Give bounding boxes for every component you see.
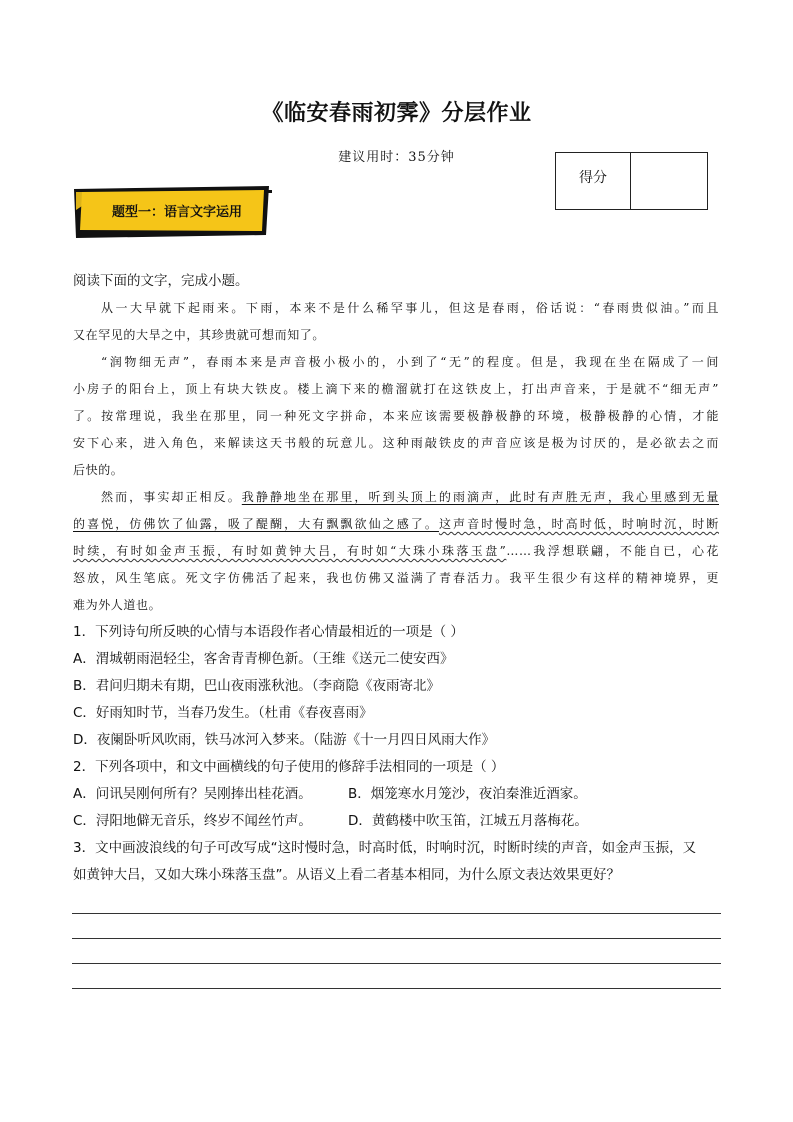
passage-line bbox=[73, 511, 719, 538]
underlined-sentence: 我静静地坐在那里，听到头顶上的雨滴声，此时有声胜无声，我心里感到无量 bbox=[241, 490, 719, 504]
question-2-option-d[interactable]: D．黄鹤楼中吹玉笛，江城五月落梅花。 bbox=[348, 813, 588, 829]
passage-line bbox=[73, 484, 719, 511]
section-banner bbox=[72, 186, 272, 238]
passage-line: “润物细无声”，春雨本来是声音极小极小的，小到了“无”的程度。但是，我现在坐在隔成了一间 bbox=[101, 355, 719, 369]
passage-text: ……我浮想联翩，不能自已，心花 bbox=[506, 544, 719, 558]
passage-line: 怒放，风生笔底。死文字仿佛活了起来，我也仿佛又溢满了青春活力。我平生很少有这样的精神境界，更 bbox=[73, 571, 719, 585]
question-2-options-row bbox=[73, 781, 719, 808]
score-box bbox=[555, 152, 708, 210]
question-2-options-row bbox=[73, 808, 719, 835]
question-1-option-b[interactable]: B．君问归期未有期，巴山夜雨涨秋池。（李商隐《夜雨寄北》 bbox=[73, 678, 441, 694]
answer-line[interactable] bbox=[72, 914, 721, 939]
section-banner-label: 题型一：语言文字运用 bbox=[112, 205, 243, 220]
suggested-time: 建议用时：35分钟 bbox=[338, 150, 455, 165]
passage-line: 小房子的阳台上，顶上有块大铁皮。楼上滴下来的檐溜就打在这铁皮上，打出声音来，于是就不“细无声” bbox=[73, 382, 719, 396]
question-1-option-c[interactable]: C．好雨知时节，当春乃发生。（杜甫《春夜喜雨》 bbox=[73, 705, 373, 721]
wavy-underlined-sentence: 这声音时慢时急，时高时低，时响时沉，时断 bbox=[438, 517, 719, 531]
answer-line[interactable] bbox=[72, 964, 721, 989]
score-value-field[interactable] bbox=[631, 153, 707, 209]
answer-area[interactable] bbox=[72, 911, 721, 989]
question-3-stem: 3．文中画波浪线的句子可改写成“这时慢时急，时高时低，时响时沉，时断时续的声音，如金声玉振，又 bbox=[73, 840, 697, 856]
question-1-stem: 1．下列诗句所反映的心情与本语段作者心情最相近的一项是（ ） bbox=[73, 624, 464, 640]
passage-line: 难为外人道也。 bbox=[73, 598, 162, 612]
question-2-stem: 2．下列各项中，和文中画横线的句子使用的修辞手法相同的一项是（ ） bbox=[73, 759, 505, 775]
passage-line bbox=[73, 538, 719, 565]
question-3-stem: 如黄钟大吕，又如大珠小珠落玉盘”。从语义上看二者基本相同，为什么原文表达效果更好？ bbox=[73, 867, 620, 883]
passage-line: 了。按常理说，我坐在那里，同一种死文字拼命，本来应该需要极静极静的环境，极静极静的心情，才能 bbox=[73, 409, 719, 423]
page-title: 《临安春雨初霁》分层作业 bbox=[261, 101, 532, 126]
passage-text: 然而，事实却正相反。 bbox=[101, 490, 242, 504]
question-2-option-a[interactable]: A．问讯吴刚何所有？吴刚捧出桂花酒。 bbox=[73, 786, 312, 802]
instruction-text: 阅读下面的文字，完成小题。 bbox=[73, 273, 249, 289]
question-2-option-c[interactable]: C．浔阳地僻无音乐，终岁不闻丝竹声。 bbox=[73, 813, 312, 829]
score-label: 得分 bbox=[556, 153, 631, 209]
underlined-sentence: 的喜悦，仿佛饮了仙露，吸了醍醐，大有飘飘欲仙之感了。 bbox=[73, 517, 439, 531]
main-content bbox=[73, 268, 719, 889]
passage-line: 又在罕见的大旱之中，其珍贵就可想而知了。 bbox=[73, 328, 326, 342]
passage-line: 从一大早就下起雨来。下雨，本来不是什么稀罕事儿，但这是春雨，俗话说：“春雨贵似油。”而且 bbox=[101, 301, 719, 315]
question-1-option-a[interactable]: A．渭城朝雨浥轻尘，客舍青青柳色新。（王维《送元二使安西》 bbox=[73, 651, 454, 667]
answer-line[interactable] bbox=[72, 939, 721, 964]
passage-line: 安下心来，进入角色，来解读这天书般的玩意儿。这种雨敲铁皮的声音应该是极为讨厌的，是必欲去之而 bbox=[73, 436, 719, 450]
question-2-option-b[interactable]: B．烟笼寒水月笼沙，夜泊秦淮近酒家。 bbox=[348, 786, 587, 802]
question-1-option-d[interactable]: D．夜阑卧听风吹雨，铁马冰河入梦来。（陆游《十一月四日风雨大作》 bbox=[73, 732, 496, 748]
wavy-underlined-sentence: 时续，有时如金声玉振，有时如黄钟大吕，有时如“大珠小珠落玉盘” bbox=[73, 544, 507, 558]
passage-line: 后快的。 bbox=[73, 463, 124, 477]
